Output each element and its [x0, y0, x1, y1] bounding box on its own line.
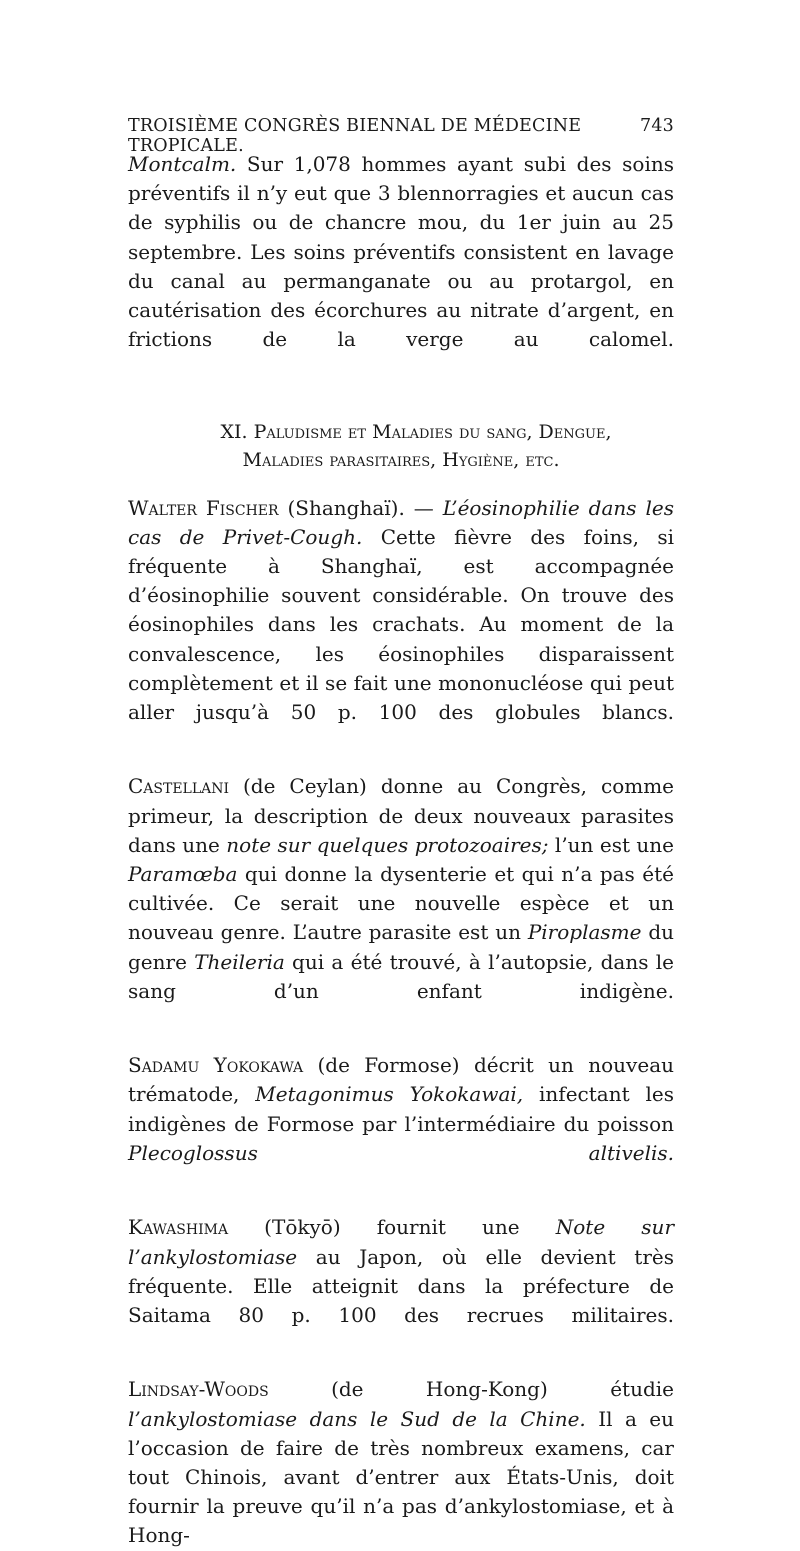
- page-number: 743: [639, 116, 674, 136]
- yokokawa-text-1: (de Formose) décrit un nouveau trématode,: [128, 1053, 674, 1107]
- yokokawa-author: Sadamu Yokokawa: [128, 1053, 304, 1078]
- castellani-text-2: l’un est une: [548, 832, 674, 857]
- lindsay-text-1: (de Hong-Kong) étudie: [268, 1377, 674, 1402]
- castellani-genus-piroplasme: Piroplasme: [527, 920, 642, 945]
- castellani-title: note sur quelques protozoaires;: [226, 832, 549, 857]
- kawashima-title: Note sur l’ankylostomiase: [128, 1215, 674, 1269]
- yokokawa-text-2: infectant les indigènes de Formose par l’intermédiaire du poisson: [128, 1082, 674, 1136]
- kawashima-author: Kawashima: [128, 1215, 229, 1240]
- section-heading-line-1: XI. Paludisme et Maladies du sang, Dengue,: [220, 420, 612, 443]
- kawashima-text-1: (Tōkyō) fournit une: [228, 1215, 556, 1240]
- castellani-text-3: qui donne la dysenterie et qui n’a pas été cultivée. Ce serait une nouvelle espèce et un nouveau genre. L’autre parasite est un: [128, 862, 674, 945]
- running-head-title: TROISIÈME CONGRÈS BIENNAL DE MÉDECINE TROPICALE.: [128, 116, 582, 156]
- castellani-paragraph: [128, 772, 674, 1035]
- fischer-author: Walter Fischer: [128, 495, 279, 520]
- yokokawa-paragraph: [128, 1051, 674, 1197]
- castellani-text-5: qui a été trouvé, à l’autopsie, dans le sang d’un enfant indigène.: [128, 949, 675, 1003]
- kawashima-paragraph: [128, 1213, 674, 1359]
- intro-text: Sur 1,078 hommes ayant subi des soins préventifs il n’y eut que 3 blennorragies et aucun cas de syphilis ou de chancre mou, du 1er juin au 25 septembre. Les soins préventifs consistent en lavage du canal au permanganate ou au protargol, en cautérisation des écorchures au nitrate d’argent, en frictions de la verge au calomel.: [128, 152, 674, 352]
- yokokawa-species: Metagonimus Yokokawai,: [255, 1082, 524, 1107]
- fischer-title: L’éosinophilie dans les cas de Privet-Cough.: [128, 495, 674, 549]
- castellani-genus-theileria: Theileria: [194, 949, 285, 974]
- castellani-author: Castellani: [128, 774, 230, 799]
- kawashima-text-2: au Japon, où elle devient très fréquente. Elle atteignit dans la préfecture de Saitama 80 p. 100 des recrues militaires.: [128, 1244, 674, 1327]
- castellani-text-4: du genre: [128, 920, 674, 974]
- castellani-genus-paramoeba: Paramœba: [128, 862, 238, 887]
- lindsay-paragraph: [128, 1375, 674, 1550]
- fischer-paragraph: [128, 494, 674, 757]
- body-text: [128, 150, 674, 1551]
- section-heading: [128, 418, 674, 474]
- yokokawa-fish: Plecoglossus altivelis.: [128, 1140, 674, 1165]
- lindsay-author: Lindsay-Woods: [128, 1377, 269, 1402]
- lindsay-text-2: Il a eu l’occasion de faire de très nombreux examens, car tout Chinois, avant d’entrer aux États-Unis, doit fournir la preuve qu’il n’a pas d’ankylostomiase, et à Hong-: [128, 1406, 675, 1548]
- castellani-text-1: (de Ceylan) donne au Congrès, comme primeur, la description de deux nouveaux parasites dans une: [128, 774, 674, 857]
- fischer-place: (Shanghaï). —: [278, 495, 443, 520]
- section-heading-line-2: Maladies parasitaires, Hygiène, etc.: [242, 448, 560, 471]
- intro-lead: Montcalm.: [128, 152, 237, 176]
- intro-paragraph: [128, 150, 674, 384]
- lindsay-title: l’ankylostomiase dans le Sud de la Chine.: [128, 1406, 586, 1431]
- fischer-text: Cette fièvre des foins, si fréquente à Shanghaï, est accompagnée d’éosinophilie souvent considérable. On trouve des éosinophiles dans les crachats. Au moment de la convalescence, les éosinophiles disparaissent complètement et il se fait une mononucléose qui peut aller jusqu’à 50 p. 100 des globules blancs.: [128, 524, 674, 725]
